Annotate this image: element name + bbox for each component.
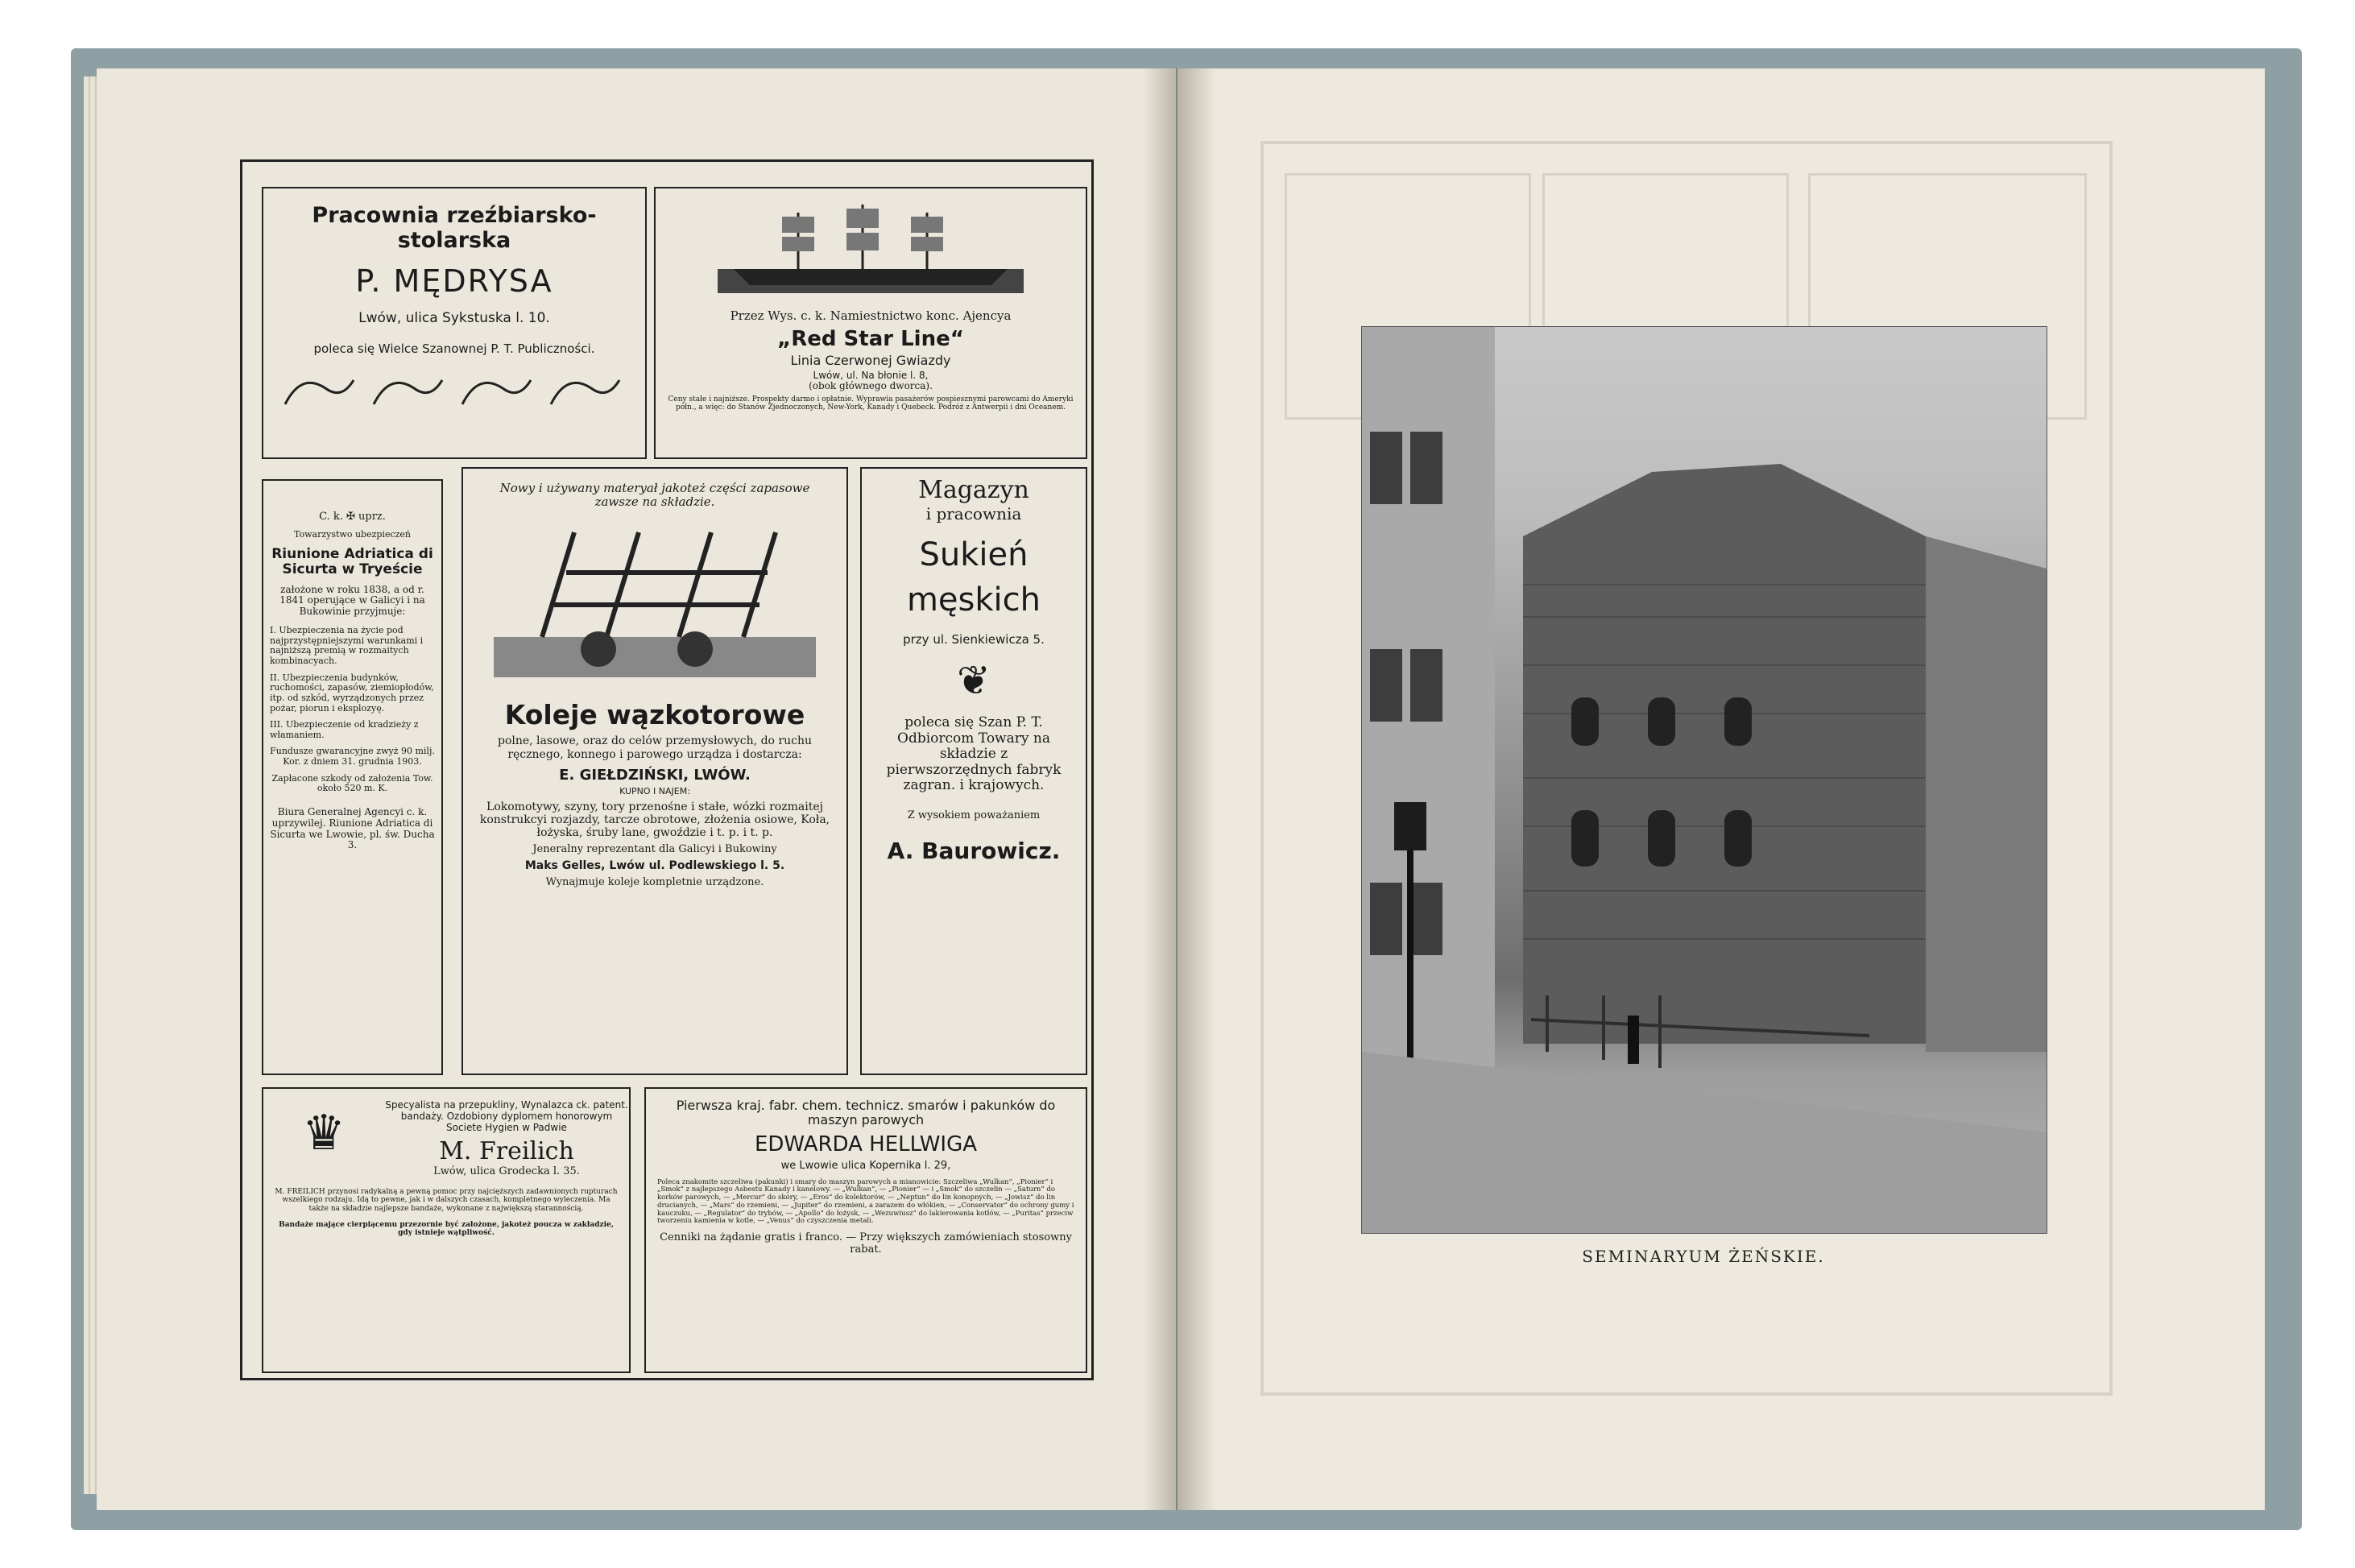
ad-koleje-buy: KUPNO I NAJEM: — [619, 786, 690, 797]
ad-baurowicz-l3: Sukień — [919, 536, 1029, 573]
ad-red-star-intro: Przez Wys. c. k. Namiestnictwo konc. Ajencya — [730, 308, 1012, 323]
ad-riunione-fund: Fundusze gwarancyjne zwyż 90 milj. Kor. z dniem 31. grudnia 1903. — [270, 746, 435, 767]
ad-red-star-line — [654, 187, 1087, 459]
ad-medrysa-address: Lwów, ulica Sykstuska l. 10. — [358, 309, 550, 326]
ad-freilich-name: M. Freilich — [439, 1137, 574, 1166]
double-eagle-icon: ♛ — [302, 1105, 346, 1161]
ad-freilich-footer: Bandaże mające cierpiącemu przezornie być założone, jakoteż poucza w zakładzie, gdy istnieje wątpliwość. — [279, 1220, 614, 1238]
ad-hellwig-top: Pierwsza kraj. fabr. chem. technicz. smarów i pakunków do maszyn parowych — [676, 1098, 1056, 1128]
ornament-row-icon — [277, 368, 631, 416]
ad-freilich-intro: Specyalista na przepukliny, Wynalazca ck. patent. bandaży. Ozdobiony dyplomem honorowym Societe Hygien w Padwie — [385, 1099, 628, 1133]
ad-riunione-society: Towarzystwo ubezpieczeń — [294, 528, 411, 540]
ad-riunione-header-left: C. k. — [319, 511, 343, 523]
ad-baurowicz-address: przy ul. Sienkiewicza 5. — [903, 631, 1045, 647]
ad-medrysa-title: Pracownia rzeźbiarsko-stolarska — [312, 203, 597, 254]
ad-baurowicz-name: A. Baurowicz. — [887, 837, 1061, 864]
ad-freilich — [262, 1087, 631, 1373]
ad-hellwig-footer: Cenniki na żądanie gratis i franco. — Przy większych zamówieniach stosowny rabat. — [660, 1231, 1072, 1256]
ad-riunione-adriatica — [262, 479, 443, 1075]
ad-riunione-paid: Zapłacone szkody od założenia Tow. około 520 m. K. — [271, 772, 433, 794]
ad-red-star-subtitle: Linia Czerwonej Gwiazdy — [790, 353, 951, 369]
ad-medrysa-name: P. MĘDRYSA — [355, 263, 553, 300]
ad-riunione-header — [263, 511, 441, 523]
ad-koleje-rep-name: Maks Gelles, Lwów ul. Podlewskiego l. 5. — [524, 859, 785, 873]
flower-ornament-icon: ❦ — [957, 656, 991, 704]
ad-riunione-header-right: uprz. — [358, 511, 386, 523]
ad-riunione-founded: założone w roku 1838, a od r. 1841 operujące w Galicyi i na Bukowinie przyjmuje: — [279, 583, 425, 618]
ad-koleje-title: Koleje wązkotorowe — [504, 698, 805, 730]
ad-koleje-company: E. GIEŁDZIŃSKI, LWÓW. — [559, 766, 751, 784]
ad-red-star-address: Lwów, ul. Na błonie l. 8, — [813, 369, 929, 381]
ad-baurowicz — [860, 467, 1087, 1075]
ad-baurowicz-l2: i pracownia — [925, 503, 1022, 523]
ad-baurowicz-regards: Z wysokiem poważaniem — [907, 809, 1041, 821]
ad-baurowicz-offer: poleca się Szan P. T. Odbiorcom Towary na składzie z pierwszorzędnych fabryk zagran. i krajowych. — [886, 714, 1062, 794]
ad-riunione-item-3: III. Ubezpieczenie od kradzieży z włamaniem. — [270, 719, 419, 740]
ad-riunione-item-1: I. Ubezpieczenia na życie pod najprzystępniejszymi warunkami i najniższą premią w rozmaitych kombinacyach. — [270, 625, 424, 666]
ad-medrysa — [262, 187, 647, 459]
ad-red-star-brand: „Red Star Line“ — [777, 327, 964, 352]
ad-riunione-footer: Biura Generalnej Agencyi c. k. uprzywilej. Riunione Adriatica di Sicurta we Lwowie, pl. św. Ducha 3. — [270, 806, 435, 851]
ad-riunione-item-2: II. Ubezpieczenia budynków, ruchomości, zapasów, ziemiopłodów, itp. od szkód, wyrządzonych przez pożar, piorun i eksplozyę. — [270, 672, 434, 714]
book-gutter — [1144, 68, 1216, 1510]
building-photograph — [1361, 326, 2047, 1234]
building-illustration — [1362, 327, 2047, 1233]
ad-hellwig-address: we Lwowie ulica Kopernika l. 29, — [780, 1159, 951, 1172]
ad-red-star-details: Ceny stałe i najniższe. Prospekty darmo i opłatnie. Wyprawia pasażerów pospiesznymi parowcami do Ameryki półn., a więc: do Stanów Zjednoczonych, New-York, Kanady i Quebeck. Podróż z Antwerpii i dni Oceanem. — [668, 395, 1074, 412]
ad-koleje-list: Lokomotywy, szyny, tory przenośne i stałe, wózki rozmaitej konstrukcyi rozjazdy, tarcze obrotowe, złożenia osiowe, Koła, łożyska, śruby lane, gwoździe i t. p. i t. p. — [479, 800, 830, 840]
ad-freilich-body: M. FREILICH przynosi radykalną a pewną pomoc przy najcięższych zadawnionych rupturach wszelkiego rodzaju. Idą to pewne, jak i w dalszych czasach, kompletnego wyleczenia. Ma także na składzie najlepsze bandaże, wykonane z największą starannością. — [275, 1187, 618, 1213]
steamship-icon — [702, 197, 1040, 301]
ad-koleje-rent: Wynajmuje koleje kompletnie urządzone. — [545, 876, 764, 889]
ad-hellwig-body: Poleca znakomite szczeliwa (pakunki) i smary do maszyn parowych a mianowicie: Szczeliwa „Wulkan“, „Pionier“ i „Smok“ z najlepszego Asbestu Kanady i kanelowy. — „Wulkan“, — „Pionier“ — i „Smok“ do szczelin — „Saturn“ do korków parowych, — „Mercur“ do skóry, — „Eros“ do kolektorów, — „Neptun“ do lin konopnych, — „Jowisz“ do lin drucianych, — „Mars“ do rzemieni, — „Jupiter“ do rzemieni, a zarazem do włókien, — „Conservator“ do ochrony gumy i kauczuku, — „Regulator“ do trybów, — „Apollo“ do łożysk, — „Wezuwiusz“ do lakierowania kotłów, — „Puritas“ przeciw tworzeniu kamienia w kotle, — „Venus“ do czyszczenia metali. — [657, 1177, 1074, 1226]
photo-caption: SEMINARYUM ŻEŃSKIE. — [1582, 1247, 1825, 1266]
ad-koleje-rep: Jeneralny reprezentant dla Galicyi i Bukowiny — [532, 843, 777, 856]
ad-baurowicz-l4: męskich — [906, 581, 1041, 619]
ad-baurowicz-l1: Magazyn — [918, 476, 1029, 504]
ad-freilich-address: Lwów, ulica Grodecka l. 35. — [433, 1165, 580, 1177]
ad-red-star-note: (obok głównego dworca). — [809, 380, 933, 392]
ad-medrysa-line: poleca się Wielce Szanownej P. T. Publiczności. — [313, 341, 595, 357]
ad-riunione-name: Riunione Adriatica di Sicurta w Tryeście — [271, 545, 433, 578]
rail-cart-icon — [486, 516, 824, 693]
eagle-icon: ✠ — [346, 511, 359, 523]
ad-koleje-top: Nowy i używany materyał jakoteż części zapasowe zawsze na składzie. — [499, 481, 810, 510]
ad-hellwig-name: EDWARDA HELLWIGA — [754, 1132, 978, 1156]
ad-koleje-desc: polne, lasowe, oraz do celów przemysłowych, do ruchu ręcznego, konnego i parowego urządza i dostarcza: — [497, 734, 812, 761]
ad-hellwig — [644, 1087, 1087, 1373]
ad-koleje — [461, 467, 848, 1075]
